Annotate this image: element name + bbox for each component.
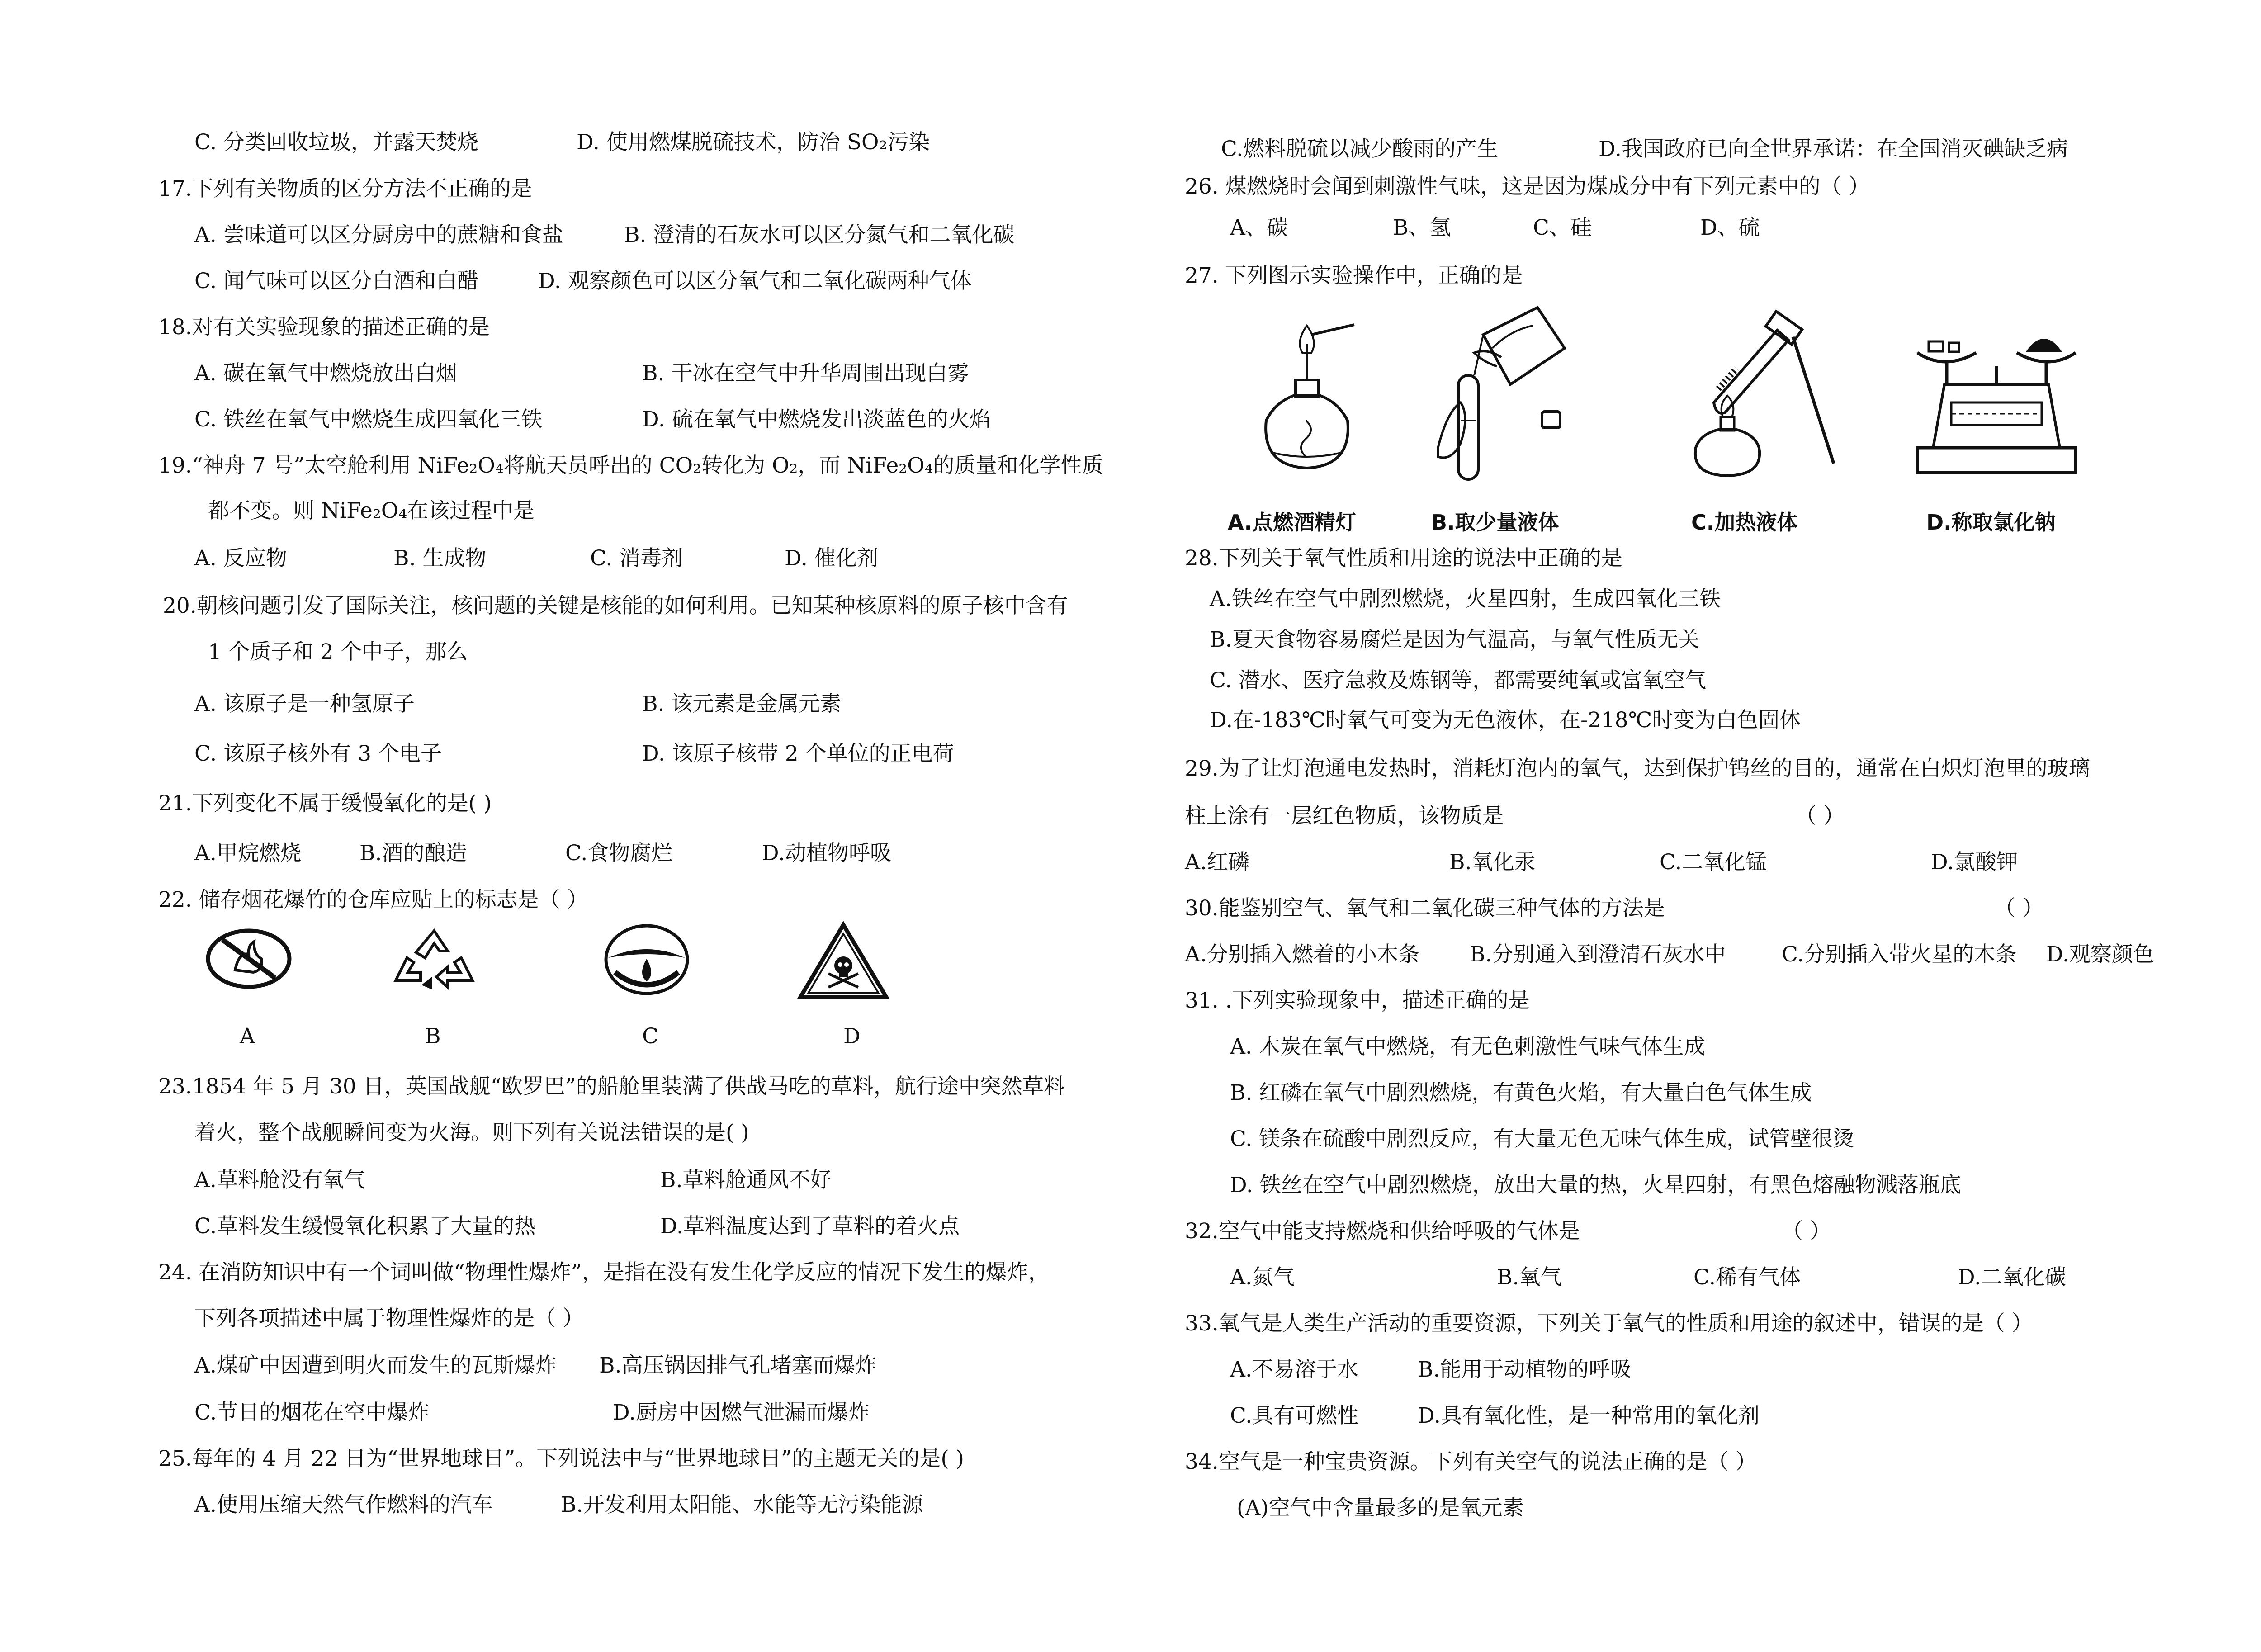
q33-options-ab (1230, 1356, 2180, 1383)
option-a: A.草料舱没有氧气 (194, 1168, 365, 1193)
q23-stem-line2: 着火，整个战舰瞬间变为火海。则下列有关说法错误的是( ) (194, 1120, 749, 1145)
option-b: B.开发利用太阳能、水能等无污染能源 (561, 1492, 923, 1517)
q22-label-c: C (642, 1024, 658, 1049)
heating-test-tube-icon (1664, 312, 1836, 484)
toxic-skull-sign-icon (796, 920, 891, 1002)
option-b: B.高压锅因排气孔堵塞而爆炸 (599, 1353, 877, 1378)
q18-options-cd (194, 406, 1144, 433)
option-c: C.具有可燃性 (1230, 1403, 1359, 1428)
q27-caption-a: A.点燃酒精灯 (1228, 510, 1356, 535)
q28-option-c: C. 潜水、医疗急救及炼钢等，都需要纯氧或富氧空气 (1210, 668, 1707, 693)
q32-stem-row (1185, 1218, 2180, 1245)
q22-stem: 22. 储存烟花爆竹的仓库应贴上的标志是（ ） (158, 887, 588, 912)
q31-option-c: C. 镁条在硫酸中剧烈反应，有大量无色无味气体生成，试管壁很烫 (1230, 1127, 1854, 1151)
option-d: D.具有氧化性，是一种常用的氧化剂 (1418, 1403, 1760, 1428)
q27-caption-d: D.称取氯化钠 (1926, 510, 2056, 535)
option-a: A. 反应物 (194, 546, 287, 571)
q31-option-d: D. 铁丝在空气中剧烈燃烧，放出大量的热，火星四射，有黑色熔融物溅落瓶底 (1230, 1173, 1961, 1198)
option-a: A.红磷 (1185, 850, 1249, 875)
q31-option-b: B. 红磷在氧气中剧烈燃烧，有黄色火焰，有大量白色气体生成 (1230, 1080, 1812, 1105)
q25-options-cd (1221, 136, 2193, 163)
q33-options-cd (1230, 1402, 2180, 1430)
option-c: C.分别插入带火星的木条 (1782, 942, 2017, 967)
option-b: B.草料舱通风不好 (660, 1168, 832, 1193)
water-saving-sign-icon (601, 923, 692, 997)
q28-option-a: A.铁丝在空气中剧烈燃烧，火星四射，生成四氧化三铁 (1210, 587, 1721, 611)
q27-caption-b: B.取少量液体 (1431, 510, 1559, 535)
option-a: A.甲烷燃烧 (194, 841, 302, 866)
option-a: A.分别插入燃着的小木条 (1185, 942, 1419, 967)
option-b: B.分别通入到澄清石灰水中 (1470, 942, 1726, 967)
q30-stem: 30.能鉴别空气、氧气和二氧化碳三种气体的方法是 (1185, 896, 1665, 921)
option-b: B.氧化汞 (1449, 850, 1536, 875)
q17-options-cd (194, 268, 1144, 295)
q33-stem: 33.氧气是人类生产活动的重要资源，下列关于氧气的性质和用途的叙述中，错误的是（ ） (1185, 1311, 2033, 1336)
q21-options (194, 840, 1144, 867)
option-d: D.厨房中因燃气泄漏而爆炸 (613, 1400, 870, 1425)
q24-stem-line1: 24. 在消防知识中有一个词叫做“物理性爆炸”，是指在没有发生化学反应的情况下发生的爆炸， (158, 1260, 1050, 1285)
option-d: D. 观察颜色可以区分氧气和二氧化碳两种气体 (538, 269, 972, 293)
option-a: A.不易溶于水 (1230, 1357, 1358, 1382)
option-d: D.氯酸钾 (1931, 850, 2018, 875)
q21-stem: 21.下列变化不属于缓慢氧化的是( ) (158, 791, 492, 816)
option-a: A、碳 (1230, 215, 1288, 240)
q23-stem-line1: 23.1854 年 5 月 30 日，英国战舰“欧罗巴”的船舱里装满了供战马吃的草料，航行途中突然草料 (158, 1074, 1065, 1099)
q24-options-cd (194, 1399, 1144, 1426)
recycle-sign-icon (389, 926, 479, 994)
q20-options-cd (194, 740, 1144, 767)
option-c: C.稀有气体 (1693, 1265, 1801, 1290)
option-b: B.氧气 (1497, 1265, 1562, 1290)
option-c: C.草料发生缓慢氧化积累了大量的热 (194, 1214, 536, 1239)
q26-stem: 26. 煤燃烧时会闻到刺激性气味，这是因为煤成分中有下列元素中的（ ） (1185, 174, 1870, 199)
q25-stem: 25.每年的 4 月 22 日为“世界地球日”。下列说法中与“世界地球日”的主题无关的是( ) (158, 1446, 964, 1471)
q30-options (1185, 941, 2180, 968)
q29-stem-line1: 29.为了让灯泡通电发热时，消耗灯泡内的氧气，达到保护钨丝的目的，通常在白炽灯泡里的玻璃 (1185, 756, 2090, 781)
q34-stem: 34.空气是一种宝贵资源。下列有关空气的说法正确的是（ ） (1185, 1449, 1757, 1474)
q24-options-ab (194, 1352, 1144, 1379)
q23-options-cd (194, 1213, 1144, 1240)
q27-stem: 27. 下列图示实验操作中，正确的是 (1185, 263, 1523, 288)
option-d: D、硫 (1700, 215, 1760, 240)
alcohol-lamp-lighting-icon (1253, 317, 1361, 479)
option-b: B.能用于动植物的呼吸 (1418, 1357, 1632, 1382)
q28-option-b: B.夏天食物容易腐烂是因为气温高，与氧气性质无关 (1210, 627, 1700, 652)
q19-options (194, 545, 1144, 572)
q31-option-a: A. 木炭在氧气中燃烧，有无色刺激性气味气体生成 (1230, 1034, 1705, 1059)
option-c: C. 铁丝在氧气中燃烧生成四氧化三铁 (194, 407, 543, 432)
q30-stem-row (1185, 895, 2180, 922)
option-c: C.二氧化锰 (1660, 850, 1767, 875)
option-b: B、氢 (1393, 215, 1451, 240)
q20-stem-line1: 20.朝核问题引发了国际关注，核问题的关键是核能的如何利用。已知某种核原料的原子核中含有 (163, 593, 1068, 618)
q28-stem: 28.下列关于氧气性质和用途的说法中正确的是 (1185, 546, 1622, 571)
option-b: B. 生成物 (393, 546, 487, 571)
option-a: A. 尝味道可以区分厨房中的蔗糖和食盐 (194, 222, 563, 247)
pouring-liquid-icon (1429, 298, 1574, 488)
option-b: B. 该元素是金属元素 (642, 691, 842, 716)
option-d: D.二氧化碳 (1958, 1265, 2066, 1290)
option-d: D. 使用燃煤脱硫技术，防治 SO₂污染 (577, 130, 930, 155)
option-c: C、硅 (1533, 215, 1592, 240)
q18-options-ab (194, 360, 1144, 387)
q29-stem-line2 (1185, 803, 2180, 830)
q31-stem: 31. .下列实验现象中，描述正确的是 (1185, 988, 1530, 1013)
option-c: C. 消毒剂 (590, 546, 683, 571)
q26-options (1230, 214, 2180, 241)
option-d: D. 该原子核带 2 个单位的正电荷 (642, 741, 954, 766)
option-d: D. 硫在氧气中燃烧发出淡蓝色的火焰 (642, 407, 991, 432)
option-d: D.动植物呼吸 (762, 841, 891, 866)
balance-scale-icon (1908, 317, 2085, 479)
q29-stem-text: 柱上涂有一层红色物质，该物质是 (1185, 804, 1504, 828)
option-a: A.煤矿中因遭到明火而发生的瓦斯爆炸 (194, 1353, 557, 1378)
q17-options-ab (194, 222, 1144, 249)
q34-option-a: (A)空气中含量最多的是氧元素 (1237, 1496, 1524, 1520)
q22-label-a: A (240, 1024, 255, 1049)
q23-options-ab (194, 1167, 1144, 1194)
q22-label-d: D (843, 1024, 861, 1049)
option-d: D.我国政府已向全世界承诺：在全国消灭碘缺乏病 (1599, 137, 2068, 161)
option-a: A. 该原子是一种氢原子 (194, 691, 415, 716)
option-c: C. 该原子核外有 3 个电子 (194, 741, 442, 766)
option-c: C.食物腐烂 (565, 841, 673, 866)
q20-options-ab (194, 691, 1144, 718)
q22-label-b: B (425, 1024, 441, 1049)
q18-stem: 18.对有关实验现象的描述正确的是 (158, 315, 490, 340)
q16-options-cd (194, 129, 1144, 156)
option-d: D.草料温度达到了草料的着火点 (660, 1214, 960, 1239)
option-b: B. 澄清的石灰水可以区分氮气和二氧化碳 (624, 222, 1015, 247)
option-b: B.酒的酿造 (359, 841, 467, 866)
option-c: C.节日的烟花在空中爆炸 (194, 1400, 430, 1425)
q32-stem: 32.空气中能支持燃烧和供给呼吸的气体是 (1185, 1219, 1580, 1244)
q27-caption-c: C.加热液体 (1691, 510, 1798, 535)
option-a: A.氮气 (1230, 1265, 1295, 1290)
q24-stem-line2: 下列各项描述中属于物理性爆炸的是（ ） (194, 1306, 584, 1331)
q20-stem-line2: 1 个质子和 2 个中子，那么 (208, 639, 468, 664)
option-a: A. 碳在氧气中燃烧放出白烟 (194, 361, 457, 386)
option-c: C. 分类回收垃圾，并露天焚烧 (194, 130, 479, 155)
q17-stem: 17.下列有关物质的区分方法不正确的是 (158, 176, 532, 201)
option-b: B. 干冰在空气中升华周围出现白雾 (642, 361, 969, 386)
q25-options-ab (194, 1491, 1144, 1519)
option-d: D. 催化剂 (785, 546, 878, 571)
option-a: A.使用压缩天然气作燃料的汽车 (194, 1492, 493, 1517)
answer-paren: （ ） (1795, 804, 1845, 828)
q28-option-d: D.在-183℃时氧气可变为无色液体，在-218℃时变为白色固体 (1210, 708, 1801, 733)
no-fire-sign-icon (203, 927, 294, 990)
option-c: C.燃料脱硫以减少酸雨的产生 (1221, 137, 1499, 161)
answer-paren: （ ） (1782, 1219, 1831, 1244)
q29-options (1185, 849, 2180, 876)
q19-stem-line2: 都不变。则 NiFe₂O₄在该过程中是 (208, 498, 535, 523)
option-c: C. 闻气味可以区分白酒和白醋 (194, 269, 479, 293)
answer-paren: （ ） (1994, 896, 2043, 921)
option-d: D.观察颜色 (2046, 942, 2154, 967)
q32-options (1230, 1264, 2180, 1291)
q19-stem-line1: 19.“神舟 7 号”太空舱利用 NiFe₂O₄将航天员呼出的 CO₂转化为 O₂，而 NiFe₂O₄的质量和化学性质 (158, 453, 1103, 478)
